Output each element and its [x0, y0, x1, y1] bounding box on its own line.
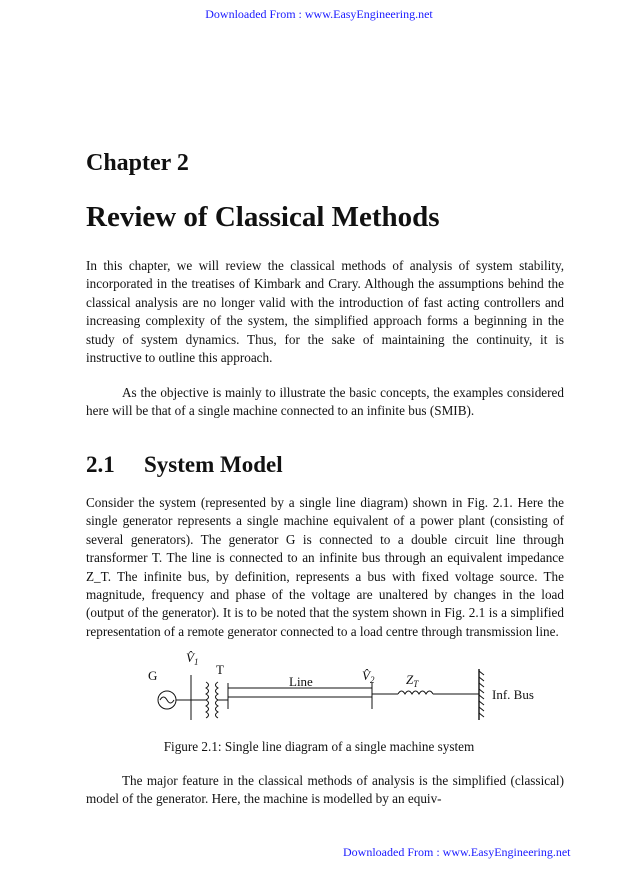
intro-paragraph-1: In this chapter, we will review the classical methods of analysis of system stability, incorporated in the treatises of Kimbark and Crary. Although the assumptions behind the classical analysis are no longer valid with the introduction of fast acting controllers and increasing complexity of the system, the simplified approach forms a beginning in the study of system dynamics. Thus, for the sake of maintaining the continuity, it is instructive to outline this approach. [86, 258, 564, 366]
source-watermark-bottom[interactable]: Downloaded From : www.EasyEngineering.net [343, 845, 571, 859]
figure-caption: Figure 2.1: Single line diagram of a single machine system [163, 739, 475, 754]
section-paragraph-1: Consider the system (represented by a single line diagram) shown in Fig. 2.1. Here the single generator represents a single machine equivalent of a power plant (consisting of several generators). The generator G is connected to a double circuit line through transformer T. The line is connected to an infinite bus through an equivalent impedance Z_T. The infinite bus, by definition, represents a bus with fixed voltage source. The magnitude, frequency and phase of the voltage are unaltered by changes in the load (output of the generator). It is to be noted that the system shown in Fig. 2.1 is a simplified representation of a remote generator connected to a load centre through transmission line. [86, 495, 564, 639]
sine-icon [160, 697, 174, 703]
single-line-diagram [136, 642, 576, 732]
v1-label: $V̂_1$ [186, 650, 199, 667]
transformer-secondary-coil [216, 682, 219, 718]
intro-paragraph-2: As the objective is mainly to illustrate the basic concepts, the examples considered here will be that of a single machine connected to an infinite bus (SMIB). [86, 385, 564, 419]
chapter-label: Chapter 2 [86, 150, 189, 176]
source-watermark-top[interactable]: Downloaded From : www.EasyEngineering.net [205, 7, 433, 21]
transformer-primary-coil [206, 682, 209, 718]
continuation-paragraph: The major feature in the classical methods of analysis is the simplified (classical) model of the generator. Here, the machine is modelled by an equiv- [86, 773, 564, 807]
line-label: Line [289, 674, 313, 689]
section-title: System Model [144, 452, 283, 477]
infinite-bus-label: Inf. Bus [492, 687, 534, 702]
zt-label: $Z_T$ [406, 672, 419, 689]
section-number: 2.1 [86, 452, 115, 477]
impedance-symbol [398, 691, 433, 694]
transformer-label: T [216, 662, 224, 677]
v2-label: $V̂_2$ [362, 668, 375, 685]
generator-label: G [148, 668, 158, 683]
chapter-title: Review of Classical Methods [86, 201, 440, 233]
section-heading [86, 452, 283, 478]
